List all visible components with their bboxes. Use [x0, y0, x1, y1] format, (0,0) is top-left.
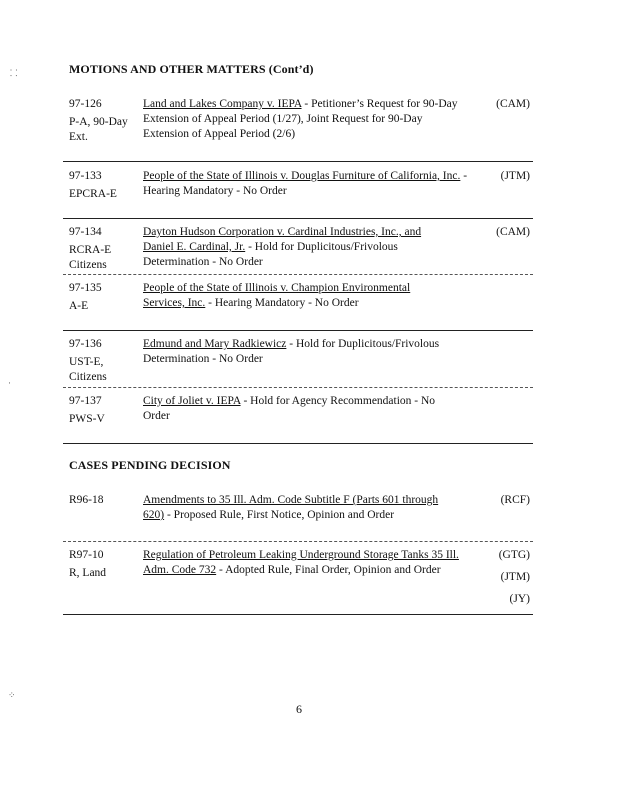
docket-number: R96-18	[69, 494, 104, 506]
scan-speck: ⸬	[10, 68, 18, 78]
docket-number-cell	[69, 493, 141, 511]
docket-number: 97-137	[69, 395, 102, 407]
case-description: - Proposed Rule, First Notice, Opinion and Order	[164, 509, 395, 521]
judge-initials: (GTG)	[498, 549, 530, 561]
case-description: - Hold for Duplicitous/Frivolous Determination - No Order	[143, 241, 398, 268]
case-caption	[143, 169, 468, 199]
case-caption	[143, 493, 461, 523]
case-caption	[143, 548, 465, 578]
docket-number-cell	[69, 394, 141, 427]
case-type: PWS-V	[69, 413, 105, 425]
case-description: - Adopted Rule, Final Order, Opinion and Order	[216, 564, 441, 576]
docket-number-cell	[69, 169, 141, 202]
row-divider	[63, 161, 533, 162]
docket-number: 97-126	[69, 98, 102, 110]
case-title: Regulation of Petroleum Leaking Underground Storage Tanks 35 Ill. Adm. Code 732	[143, 549, 459, 576]
judge-initials-group	[501, 493, 530, 508]
case-description: - Petitioner’s Request for 90-Day Extension of Appeal Period (1/27), Joint Request for 90-Day Extension of Appeal Period (2/6)	[143, 98, 458, 140]
motions-heading: MOTIONS AND OTHER MATTERS (Cont’d)	[69, 62, 314, 76]
row-divider	[63, 387, 533, 388]
docket-number: 97-134	[69, 226, 102, 238]
row-divider	[63, 614, 533, 615]
scan-speck: ·	[8, 378, 11, 388]
case-title: Amendments to 35 Ill. Adm. Code Subtitle F (Parts 601 through 620)	[143, 494, 439, 521]
row-divider	[63, 541, 533, 542]
judge-initials: (JTM)	[500, 571, 530, 583]
case-title: Edmund and Mary Radkiewicz	[143, 338, 287, 350]
page-number: 6	[296, 702, 302, 716]
case-description: - Hold for Duplicitous/Frivolous Determination - No Order	[143, 338, 440, 365]
case-type: P-A, 90-Day Ext.	[69, 116, 128, 143]
case-title: City of Joliet v. IEPA	[143, 395, 241, 407]
judge-initials: (CAM)	[496, 226, 530, 238]
case-caption	[143, 394, 461, 424]
docket-number-cell	[69, 97, 141, 145]
judge-initials: (CAM)	[496, 98, 530, 110]
case-title: Dayton Hudson Corporation v. Cardinal Industries, Inc., and Daniel E. Cardinal, Jr.	[143, 226, 422, 253]
case-type: EPCRA-E	[69, 188, 117, 200]
judge-initials: (JY)	[509, 593, 530, 605]
case-type: UST-E, Citizens	[69, 356, 107, 383]
docket-number-cell	[69, 281, 141, 314]
docket-number-cell	[69, 548, 141, 581]
case-caption	[143, 337, 463, 367]
row-divider	[63, 330, 533, 331]
case-type: R, Land	[69, 567, 107, 579]
case-caption	[143, 225, 448, 270]
case-description: - Hold for Agency Recommendation - No Order	[143, 395, 436, 422]
docket-number: 97-136	[69, 338, 102, 350]
judge-initials: (JTM)	[500, 170, 530, 182]
row-divider	[63, 443, 533, 444]
case-description: - Hearing Mandatory - No Order	[205, 297, 359, 309]
scan-speck: ⁘	[8, 690, 16, 700]
row-divider	[63, 274, 533, 275]
judge-initials: (RCF)	[500, 494, 530, 506]
case-description: - Hearing Mandatory - No Order	[143, 170, 468, 197]
case-title: People of the State of Illinois v. Champion Environmental Services, Inc.	[143, 282, 411, 309]
case-caption	[143, 97, 465, 142]
case-title: People of the State of Illinois v. Douglas Furniture of California, Inc.	[143, 170, 461, 182]
case-type: A-E	[69, 300, 89, 312]
docket-number: 97-135	[69, 282, 102, 294]
pending-heading: CASES PENDING DECISION	[69, 458, 231, 472]
docket-number: 97-133	[69, 170, 102, 182]
docket-number: R97-10	[69, 549, 104, 561]
case-caption	[143, 281, 443, 311]
docket-number-cell	[69, 225, 141, 273]
row-divider	[63, 218, 533, 219]
judge-initials-group	[499, 544, 530, 610]
case-type: RCRA-E Citizens	[69, 244, 112, 271]
docket-number-cell	[69, 337, 141, 385]
case-title: Land and Lakes Company v. IEPA	[143, 98, 302, 110]
